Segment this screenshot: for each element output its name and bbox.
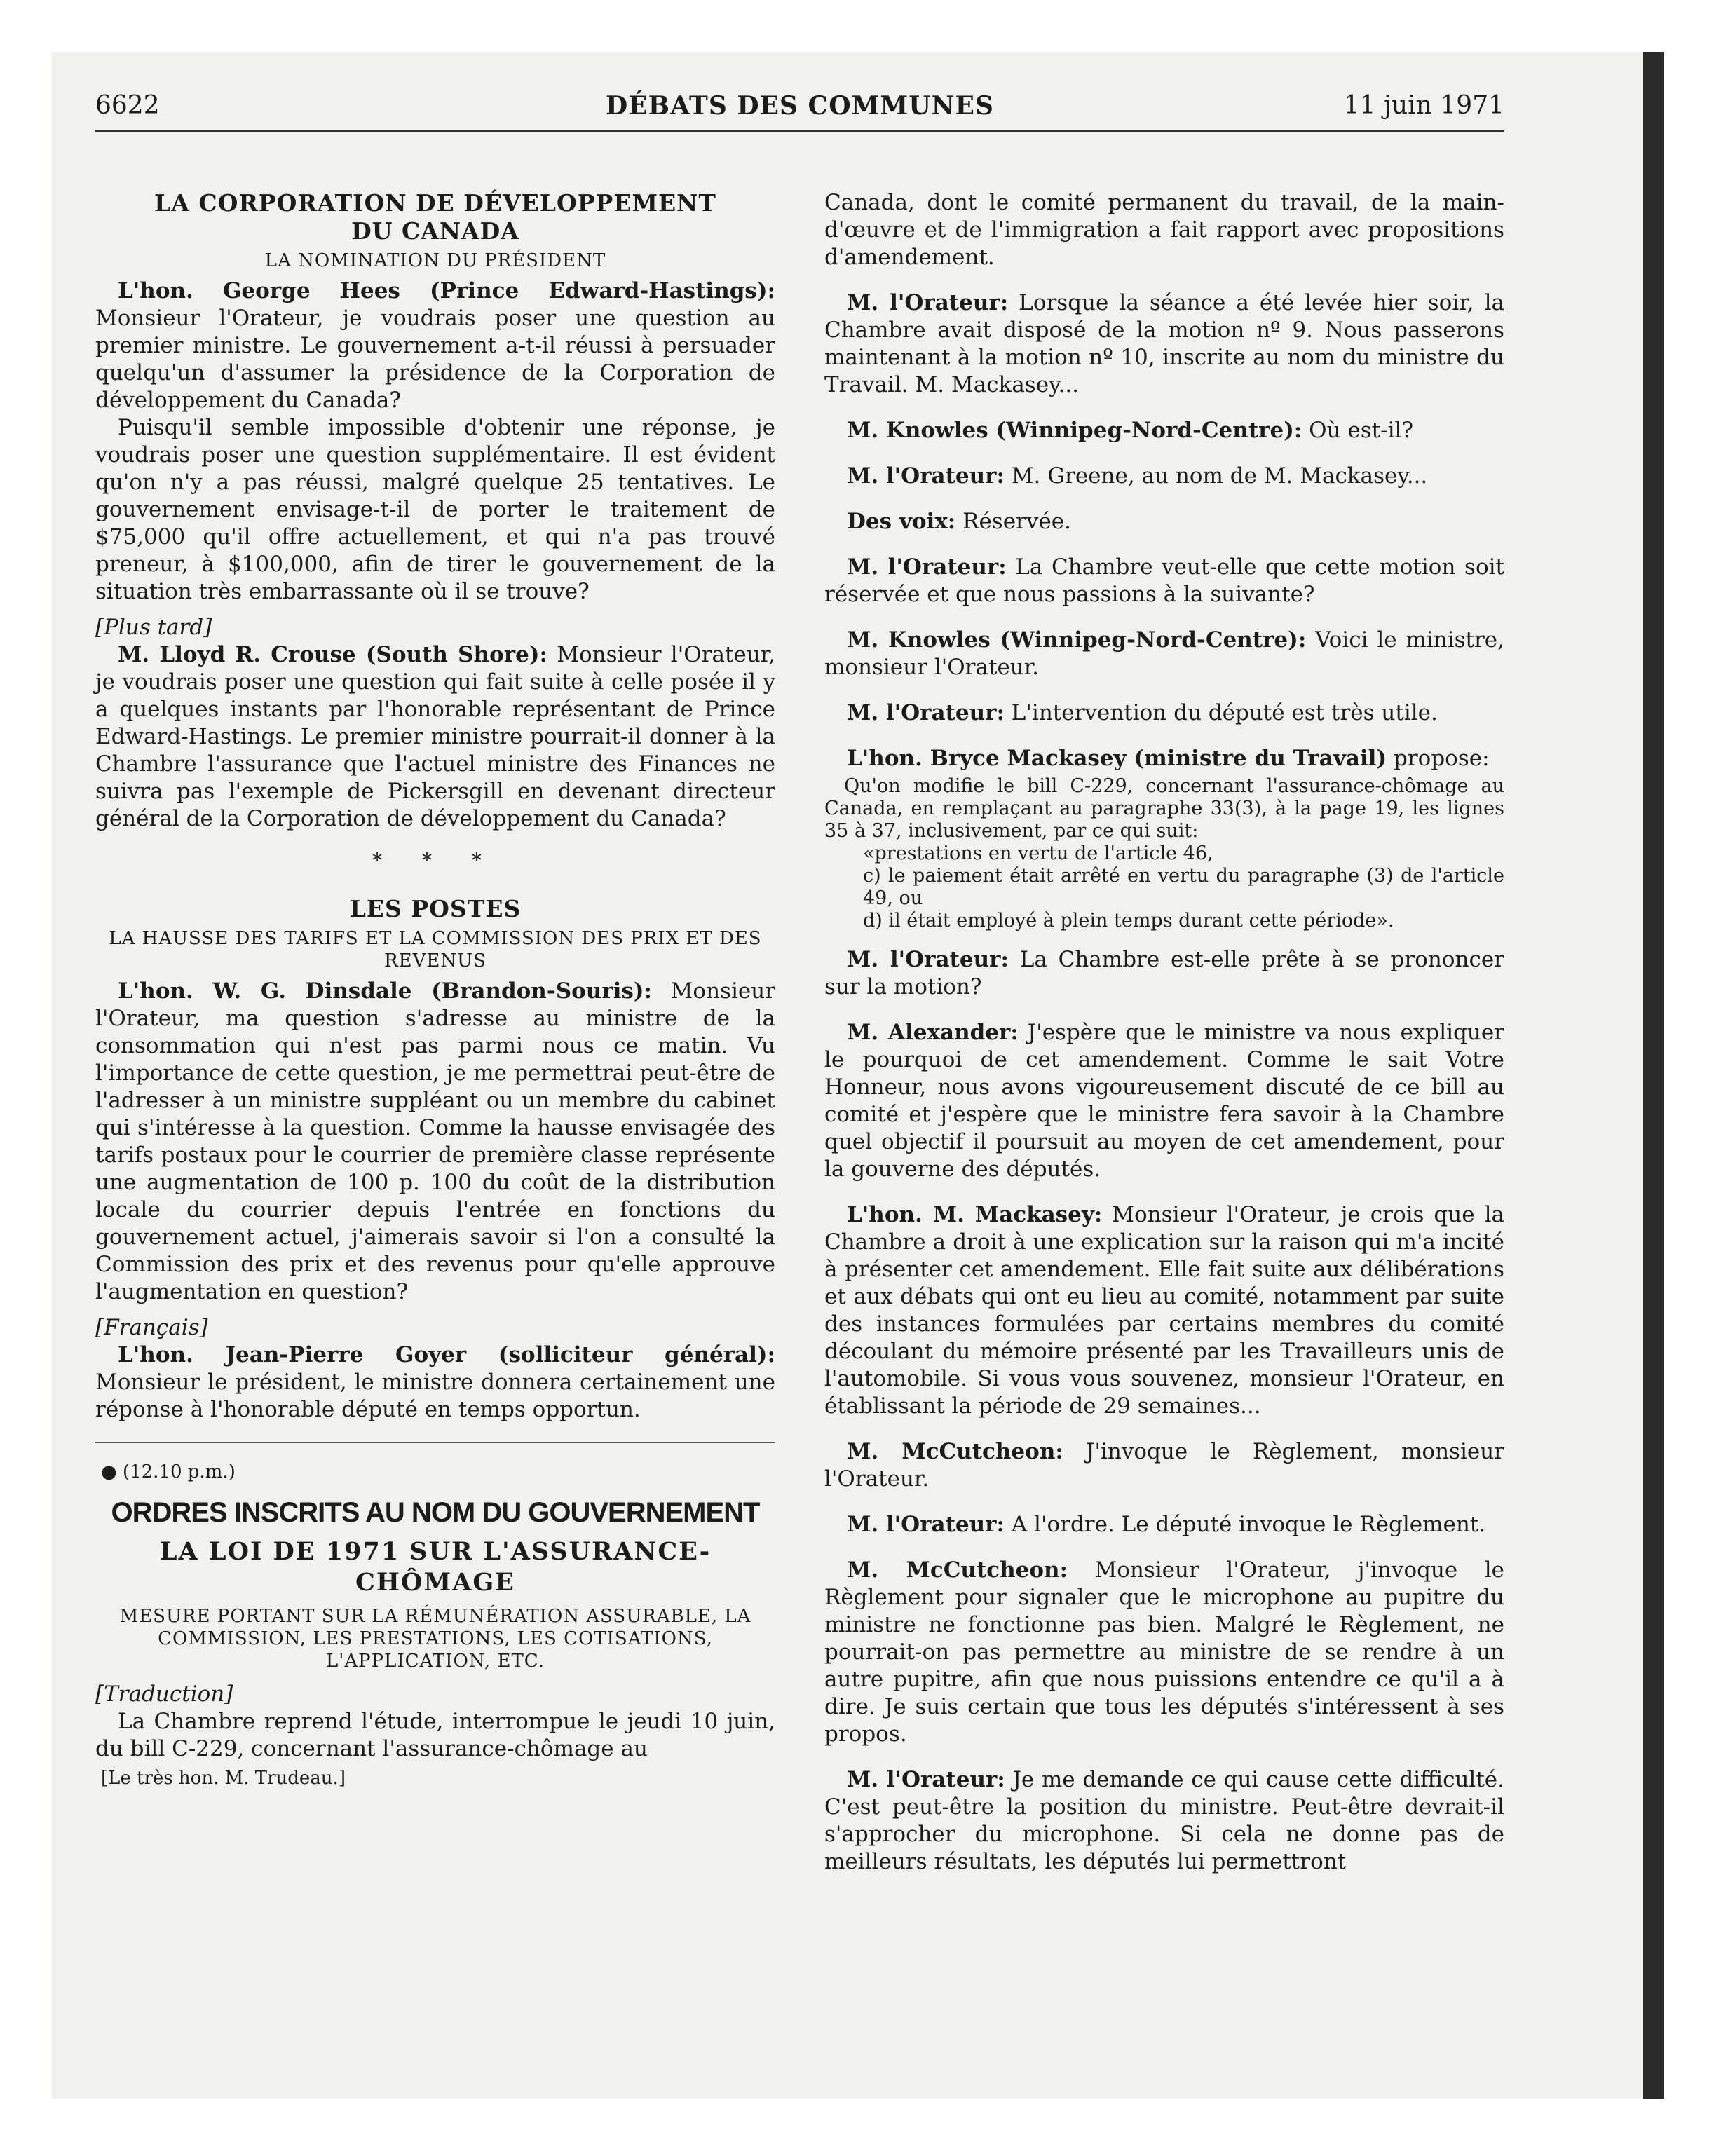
page-number: 6622 — [95, 91, 160, 120]
speaker-name: M. l'Orateur: — [847, 700, 1005, 725]
paragraph — [824, 554, 1504, 608]
continuation-note: [Le très hon. M. Trudeau.] — [101, 1768, 346, 1789]
speech-text: Lorsque la séance a été levée hier soir, la Chambre avait disposé de la motion nº 9. Nous passerons maintenant à la motion nº 10, inscrite au nom du ministre du Travail. M. Mackasey... — [824, 290, 1504, 397]
section-rule — [95, 1442, 775, 1443]
publication-date: 11 juin 1971 — [1343, 91, 1504, 120]
paragraph: Puisqu'il semble impossible d'obtenir une réponse, je voudrais poser une question supplémentaire. Il est évident qu'on n'y a pas réussi, malgré quelque 25 tentatives. Le gouvernement envisage-t-il de porter le traitement de $75,000 qu'il offre actuellement, et qui n'a pas trouvé preneur, à $100,000, afin de tirer le gouvernement de la situation très embarrassante où il se trouve? — [95, 415, 775, 604]
speaker-name: M. McCutcheon: — [847, 1557, 1068, 1583]
section-title: LES POSTES — [349, 895, 522, 922]
speech-text: Voici le ministre, monsieur l'Orateur. — [824, 627, 1504, 680]
speaker-name: L'hon. George Hees (Prince Edward-Hastings): — [118, 278, 775, 303]
speaker-name: L'hon. Jean-Pierre Goyer (solliciteur général): — [118, 1342, 775, 1367]
header-rule — [95, 130, 1504, 132]
motion-paragraph: Qu'on modifie le bill C-229, concernant l'assurance-chômage au Canada, en remplaçant au paragraphe 33(3), à la page 19, les lignes 35 à 37, inclusivement, par ce qui suit: — [824, 775, 1504, 842]
paragraph — [824, 700, 1504, 727]
section-separator: * * * — [372, 849, 498, 872]
section-title: LA CORPORATION DE DÉVELOPPEMENT DU CANADA — [154, 189, 716, 245]
motion-line: c) le paiement était arrêté en vertu du paragraphe (3) de l'article 49, ou — [863, 865, 1504, 909]
motion-line: d) il était employé à plein temps durant cette période». — [863, 910, 1394, 932]
speaker-name: M. l'Orateur: — [847, 463, 1005, 489]
page-header — [95, 91, 1504, 133]
paragraph — [95, 978, 775, 1306]
speech-text: Monsieur l'Orateur, ma question s'adresse au ministre de la consommation qui n'est pas parmi nous ce matin. Vu l'importance de cette question, je me permettrai peut-être de l'adresser à un ministre suppléant ou un membre du cabinet qui s'intéresse à la question. Comme la hausse envisagée des tarifs postaux pour le courrier de première classe représente une augmentation de 100 p. 100 du coût de la distribution locale du courrier depuis l'entrée en fonctions du gouvernement actuel, j'aimerais savoir si l'on a consulté la Commission des prix et des revenus pour qu'elle approuve l'augmentation en question? — [95, 978, 775, 1304]
speech-text: Je me demande ce qui cause cette difficulté. C'est peut-être la position du ministre. Peut-être devrait-il s'approcher du microphone. Si cela ne donne pas de meilleurs résultats, les députés lui permettront — [824, 1767, 1504, 1874]
paragraph — [824, 946, 1504, 1001]
speech-text: Monsieur l'Orateur, je crois que la Chambre a droit à une explication sur la raison qui m'a incité à présenter cet amendement. Elle fait suite aux délibérations et aux débats qui ont eu lieu au comité, notamment par suite des instances formulées par certains membres du comité découlant du mémoire présenté par les Travailleurs unis de l'automobile. Si vous vous souvenez, monsieur l'Orateur, en établissant la période de 29 semaines... — [824, 1202, 1504, 1419]
speaker-name: M. McCutcheon: — [847, 1439, 1063, 1464]
section-title: ORDRES INSCRITS AU NOM DU GOUVERNEMENT — [111, 1497, 760, 1528]
paragraph — [824, 1201, 1504, 1420]
speech-text: L'intervention du député est très utile. — [1004, 700, 1438, 725]
paragraph — [824, 1511, 1504, 1538]
paragraph — [824, 1438, 1504, 1493]
procedural-note: [Plus tard] — [95, 615, 212, 640]
paragraph — [95, 1342, 775, 1424]
speech-text: Réservée. — [955, 509, 1071, 534]
section-subtitle: LA HAUSSE DES TARIFS ET LA COMMISSION DES PRIX ET DES REVENUS — [109, 928, 762, 971]
speech-text: La Chambre veut-elle que cette motion soit réservée et que nous passions à la suivante? — [824, 554, 1504, 607]
speech-text: A l'ordre. Le député invoque le Règlement. — [1004, 1512, 1486, 1537]
section-subtitle: MESURE PORTANT SUR LA RÉMUNÉRATION ASSURABLE, LA COMMISSION, LES PRESTATIONS, LES COTISATIONS, L'APPLICATION, ETC. — [119, 1606, 751, 1672]
speaker-name: M. l'Orateur: — [847, 947, 1009, 972]
speaker-name: L'hon. Bryce Mackasey (ministre du Travail) — [847, 746, 1387, 771]
speaker-name: M. Knowles (Winnipeg-Nord-Centre): — [847, 418, 1302, 443]
speaker-name: L'hon. W. G. Dinsdale (Brandon-Souris): — [118, 978, 652, 1004]
speech-text: Monsieur l'Orateur, je voudrais poser une question au premier ministre. Le gouvernement a-t-il réussi à persuader quelqu'un d'assumer la présidence de la Corporation de développement du Canada? — [95, 306, 775, 413]
paragraph — [824, 417, 1504, 444]
speaker-name: M. l'Orateur: — [847, 1767, 1005, 1792]
section-title: LA LOI DE 1971 SUR L'ASSURANCE-CHÔMAGE — [159, 1537, 712, 1597]
procedural-note: [Français] — [95, 1315, 208, 1340]
paragraph — [824, 508, 1504, 535]
speech-text: Monsieur le président, le ministre donnera certainement une réponse à l'honorable député en temps opportun. — [95, 1370, 775, 1422]
speech-text: La Chambre est-elle prête à se prononcer sur la motion? — [824, 947, 1504, 999]
speech-text: J'invoque le Règlement, monsieur l'Orateur. — [824, 1439, 1504, 1492]
motion-text — [824, 775, 1504, 932]
speech-text: Où est-il? — [1302, 418, 1414, 443]
time-marker: ● (12.10 p.m.) — [101, 1461, 236, 1482]
speaker-name: M. l'Orateur: — [847, 1512, 1005, 1537]
scan-edge-shadow — [1643, 52, 1664, 2099]
paragraph — [824, 289, 1504, 399]
section-subtitle: LA NOMINATION DU PRÉSIDENT — [264, 250, 606, 271]
left-column — [95, 189, 775, 1789]
speaker-name: M. l'Orateur: — [847, 290, 1009, 315]
speaker-name: Des voix: — [847, 509, 956, 534]
speaker-name: M. Alexander: — [847, 1020, 1019, 1045]
paragraph — [95, 641, 775, 833]
paragraph — [824, 1766, 1504, 1876]
paragraph — [824, 627, 1504, 681]
procedural-note: [Traduction] — [95, 1681, 233, 1707]
speaker-name: M. Lloyd R. Crouse (South Shore): — [118, 642, 547, 667]
speaker-name: M. l'Orateur: — [847, 554, 1007, 580]
paragraph: Canada, dont le comité permanent du travail, de la main-d'œuvre et de l'immigration a fait rapport avec propositions d'amendement. — [824, 190, 1504, 270]
speech-text: M. Greene, au nom de M. Mackasey... — [1004, 463, 1428, 489]
paragraph — [95, 278, 775, 414]
paragraph: La Chambre reprend l'étude, interrompue le jeudi 10 juin, du bill C-229, concernant l'assurance-chômage au — [95, 1709, 775, 1761]
speaker-name: M. Knowles (Winnipeg-Nord-Centre): — [847, 627, 1307, 653]
motion-line: «prestations en vertu de l'article 46, — [863, 842, 1213, 864]
paragraph — [824, 745, 1504, 772]
paragraph — [824, 463, 1504, 490]
speech-text: Monsieur l'Orateur, je voudrais poser une question qui fait suite à celle posée il y a quelques instants par l'honorable représentant de Prince Edward-Hastings. Le premier ministre pourrait-il donner à la Chambre l'assurance que l'actuel ministre des Finances ne suivra pas l'exemple de Pickersgill en devenant directeur général de la Corporation de développement du Canada? — [95, 642, 775, 831]
publication-title: DÉBATS DES COMMUNES — [605, 91, 994, 121]
speech-text: J'espère que le ministre va nous expliquer le pourquoi de cet amendement. Comme le sait Votre Honneur, nous avons vigoureusement discuté de ce bill au comité et j'espère que le ministre fera savoir à la Chambre quel objectif il poursuit au moyen de cet amendement, pour la gouverne des députés. — [824, 1020, 1504, 1182]
speaker-name: L'hon. M. Mackasey: — [847, 1202, 1103, 1227]
paragraph — [824, 1019, 1504, 1183]
speech-text: Monsieur l'Orateur, j'invoque le Règlement pour signaler que le microphone au pupitre du ministre ne fonctionne pas bien. Malgré le Règlement, ne pourrait-on pas permettre au ministre de se rendre à un autre pupitre, afin que nous puissions entendre ce qu'il a à dire. Je suis certain que tous les députés s'intéressent à ses propos. — [824, 1557, 1504, 1747]
speech-text: propose: — [1387, 746, 1490, 771]
paragraph — [824, 1557, 1504, 1748]
right-column — [824, 189, 1504, 1876]
